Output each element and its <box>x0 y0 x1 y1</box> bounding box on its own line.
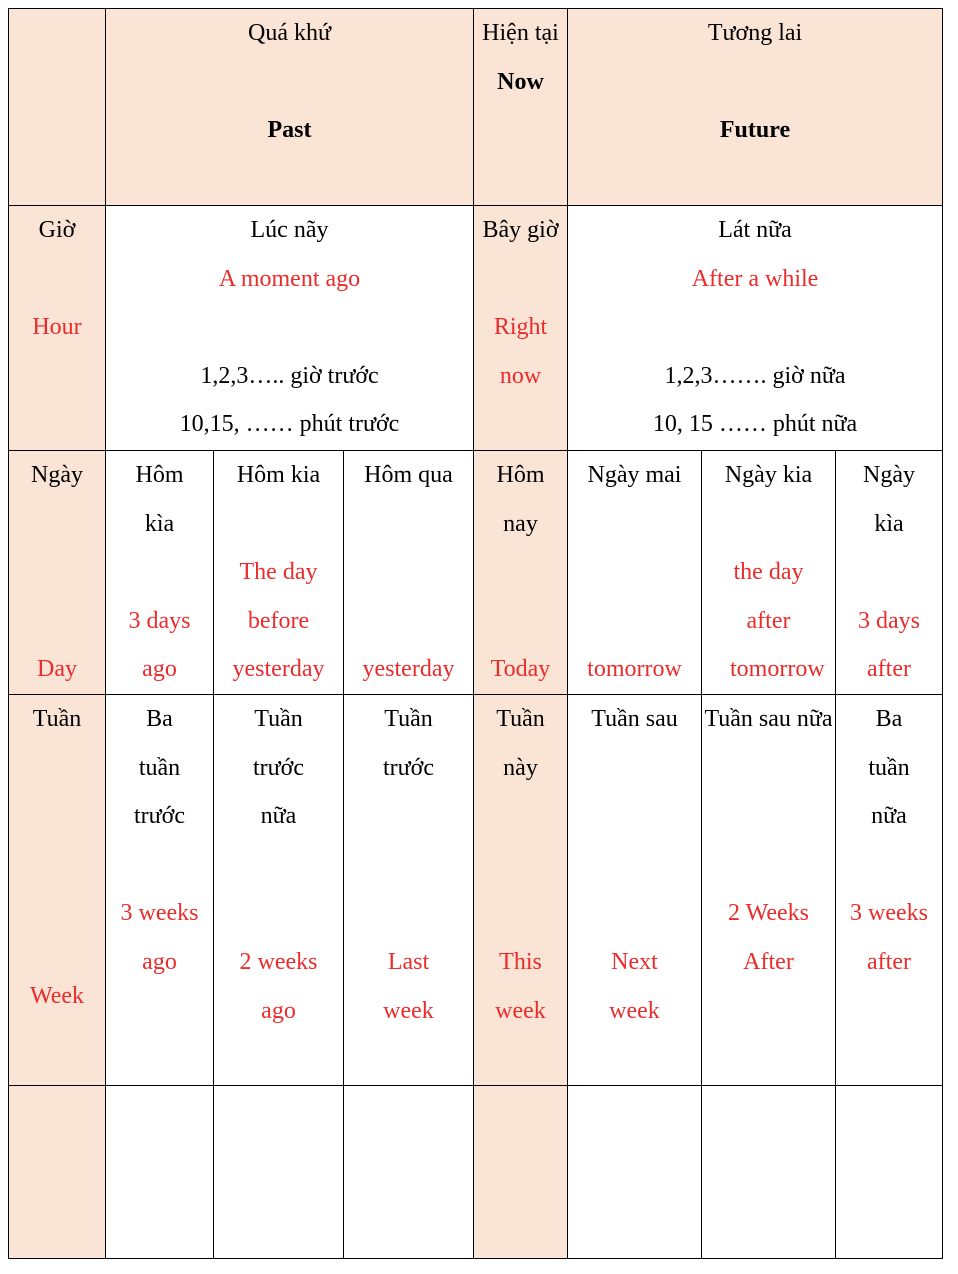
hour-future-cell <box>568 206 943 451</box>
week-cell-2-weeks-ago <box>214 695 344 1086</box>
day-cell-en: yesterday <box>362 656 455 683</box>
day-cell-en: the day after tomorrow <box>730 559 825 683</box>
empty-cell <box>9 1086 106 1259</box>
day-cell-vi: Ngày kìa <box>863 462 915 537</box>
week-label-en: Week <box>29 983 85 1009</box>
week-cell-vi: Tuần trước <box>382 706 434 781</box>
header-corner-cell <box>9 9 106 206</box>
empty-cell <box>474 1086 568 1259</box>
week-cell-en: This week <box>495 949 546 1024</box>
week-cell-vi: Tuần sau nữa <box>704 706 833 732</box>
week-cell-vi: Tuần này <box>496 706 545 781</box>
day-label-vi: Ngày <box>31 462 83 488</box>
day-cell-3-days-after <box>836 451 943 695</box>
hour-label-vi: Giờ <box>38 217 76 243</box>
week-cell-this-week <box>474 695 568 1086</box>
header-future-vi: Tương lai <box>707 20 803 46</box>
week-cell-vi: Ba tuần nữa <box>868 706 910 830</box>
empty-row <box>9 1086 943 1259</box>
hour-now-vi: Bây giờ <box>482 217 559 243</box>
day-cell-yesterday <box>344 451 474 695</box>
day-cell-en: The day before yesterday <box>232 559 325 683</box>
empty-cell <box>106 1086 214 1259</box>
hour-future-vi: Lát nữa <box>718 217 792 243</box>
day-cell-tomorrow <box>568 451 702 695</box>
day-cell-vi: Ngày mai <box>587 462 682 488</box>
week-cell-en: Last week <box>383 949 434 1024</box>
week-cell-en: 3 weeks after <box>850 900 928 975</box>
week-label-vi: Tuần <box>32 706 82 732</box>
day-cell-en: 3 days after <box>858 607 920 683</box>
hour-future-hours: 1,2,3……. giờ nữa <box>664 362 846 389</box>
day-cell-vi: Hôm kìa <box>135 462 184 537</box>
week-cell-en: 2 weeks ago <box>239 949 318 1024</box>
day-label-en: Day <box>37 656 77 683</box>
hour-past-hours: 1,2,3….. giờ trước <box>200 362 379 389</box>
header-row <box>9 9 943 206</box>
day-cell-vi: Hôm qua <box>364 462 453 488</box>
week-cell-en: Next week <box>609 949 660 1024</box>
empty-cell <box>214 1086 344 1259</box>
week-label-cell <box>9 695 106 1086</box>
day-cell-vi: Ngày kia <box>724 462 813 488</box>
week-cell-2-weeks-after <box>702 695 836 1086</box>
hour-now-en: Right now <box>493 314 548 389</box>
empty-cell <box>702 1086 836 1259</box>
day-cell-day-after-tomorrow <box>702 451 836 695</box>
day-cell-en: tomorrow <box>587 656 682 683</box>
header-future-en: Future <box>719 117 791 144</box>
empty-cell <box>344 1086 474 1259</box>
hour-label-cell <box>9 206 106 451</box>
day-cell-en: Today <box>490 656 551 683</box>
week-cell-vi: Tuần trước nữa <box>252 706 304 830</box>
week-cell-en: 3 weeks ago <box>120 900 199 975</box>
hour-past-minutes: 10,15, …… phút trước <box>179 411 400 438</box>
header-past-vi: Quá khứ <box>248 20 331 46</box>
time-expressions-table <box>8 8 943 1259</box>
week-cell-3-weeks-after <box>836 695 943 1086</box>
day-cell-en: 3 days ago <box>128 607 191 683</box>
hour-past-cell <box>106 206 474 451</box>
hour-future-minutes: 10, 15 …… phút nữa <box>652 411 858 438</box>
header-now-en: Now <box>497 68 544 95</box>
header-now-cell <box>474 9 568 206</box>
week-row <box>9 695 943 1086</box>
header-now-vi: Hiện tại <box>482 20 559 46</box>
day-cell-vi: Hôm nay <box>496 462 545 537</box>
week-cell-en: 2 Weeks After <box>728 900 809 975</box>
day-row <box>9 451 943 695</box>
hour-row <box>9 206 943 451</box>
day-cell-vi: Hôm kia <box>236 462 321 488</box>
hour-label-en: Hour <box>32 314 82 341</box>
week-cell-vi: Tuần sau <box>591 706 678 732</box>
hour-now-cell <box>474 206 568 451</box>
day-cell-today <box>474 451 568 695</box>
header-past-cell <box>106 9 474 206</box>
header-past-en: Past <box>267 117 312 144</box>
day-cell-day-before-yesterday <box>214 451 344 695</box>
day-cell-3-days-ago <box>106 451 214 695</box>
day-label-cell <box>9 451 106 695</box>
week-cell-last-week <box>344 695 474 1086</box>
week-cell-next-week <box>568 695 702 1086</box>
empty-cell <box>836 1086 943 1259</box>
week-cell-3-weeks-ago <box>106 695 214 1086</box>
empty-cell <box>568 1086 702 1259</box>
hour-past-vi: Lúc nãy <box>250 217 329 243</box>
header-future-cell <box>568 9 943 206</box>
hour-past-en: A moment ago <box>218 265 361 292</box>
week-cell-vi: Ba tuần trước <box>133 706 185 830</box>
hour-future-en: After a while <box>691 265 819 292</box>
